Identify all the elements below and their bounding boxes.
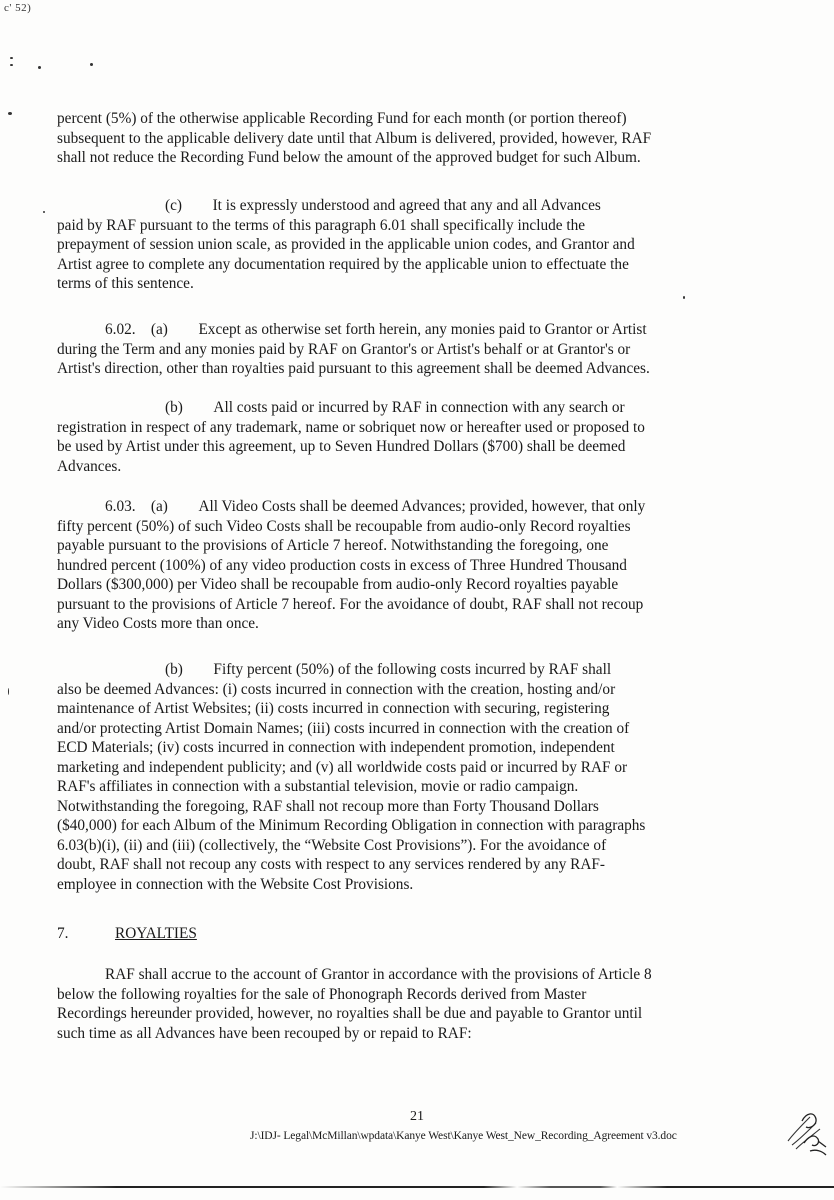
bottom-scan-line: [0, 1186, 834, 1188]
paragraph-6-03-b: [57, 660, 769, 894]
scan-speck: [10, 64, 13, 66]
section-number: 7.: [57, 925, 69, 942]
text-line: paid by RAF pursuant to the terms of this paragraph 6.01 shall specifically include the: [57, 216, 586, 234]
text-line: be used by Artist under this agreement, up to Seven Hundred Dollars ($700) shall be deemed: [57, 438, 626, 455]
text-line: terms of this sentence.: [57, 275, 194, 292]
text-line: subsequent to the applicable delivery date until that Album is delivered, provided, however, RAF: [57, 129, 652, 147]
text-line: (b) All costs paid or incurred by RAF in connection with any search or: [165, 399, 625, 416]
scan-speck: [8, 688, 9, 695]
text-line: registration in respect of any trademark, name or sobriquet now or hereafter used or proposed to: [57, 418, 645, 436]
text-line: pursuant to the provisions of Article 7 hereof. For the avoidance of doubt, RAF shall not recoup: [57, 595, 644, 613]
text-line: employee in connection with the Website Cost Provisions.: [57, 875, 414, 893]
text-line: marketing and independent publicity; and (v) all worldwide costs paid or incurred by RAF or: [57, 758, 628, 776]
paragraph-6-01-c: [57, 196, 769, 294]
text-line: maintenance of Artist Websites; (ii) costs incurred in connection with securing, registering: [57, 700, 610, 717]
section-title: ROYALTIES: [115, 925, 197, 942]
scan-speck: [90, 63, 93, 66]
fax-header-mark: c' 52): [4, 2, 32, 14]
text-line: 6.03(b)(i), (ii) and (iii) (collectively, the “Website Cost Provisions”). For the avoidance of: [57, 836, 607, 854]
handwritten-initials-icon: [780, 1103, 830, 1159]
paragraph-6-02-b: [57, 398, 769, 476]
text-line: Artist agree to complete any documentation required by the applicable union to effectuate the: [57, 255, 629, 273]
text-line: prepayment of session union scale, as provided in the applicable union codes, and Grantor and: [57, 236, 635, 253]
text-line: and/or protecting Artist Domain Names; (iii) costs incurred in connection with the creation of: [57, 719, 630, 737]
text-line: payable pursuant to the provisions of Article 7 hereof. Notwithstanding the foregoing, one: [57, 537, 609, 554]
scan-speck: [8, 112, 12, 115]
scan-speck: [10, 57, 13, 59]
text-line: percent (5%) of the otherwise applicable Recording Fund for each month (or portion thereof): [57, 110, 627, 127]
paragraph-recording-fund-continuation: [57, 109, 769, 168]
page-number: 21: [410, 1109, 424, 1124]
text-line: Dollars ($300,000) per Video shall be recoupable from audio-only Record royalties payable: [57, 576, 619, 593]
text-line: fifty percent (50%) of such Video Costs shall be recoupable from audio-only Record royalties: [57, 517, 631, 535]
text-line: 6.03. (a) All Video Costs shall be deemed Advances; provided, however, that only: [105, 498, 646, 515]
text-line: doubt, RAF shall not recoup any costs with respect to any services rendered by any RAF-: [57, 856, 606, 873]
section-heading-royalties: [57, 924, 197, 944]
text-line: (b) Fifty percent (50%) of the following costs incurred by RAF shall: [165, 661, 612, 678]
paragraph-royalties-intro: [57, 965, 769, 1043]
text-line: RAF's affiliates in connection with a substantial television, movie or radio campaign.: [57, 778, 579, 795]
text-line: Notwithstanding the foregoing, RAF shall not recoup more than Forty Thousand Dollars: [57, 797, 599, 815]
paragraph-6-02-a: [57, 320, 769, 379]
text-line: hundred percent (100%) of any video production costs in excess of Three Hundred Thousand: [57, 556, 627, 574]
text-line: (c) It is expressly understood and agreed that any and all Advances: [165, 197, 601, 214]
text-line: ECD Materials; (iv) costs incurred in connection with independent promotion, independent: [57, 739, 615, 756]
scan-speck: [38, 66, 41, 69]
text-line: shall not reduce the Recording Fund below the amount of the approved budget for such Album.: [57, 149, 641, 166]
text-line: Recordings hereunder provided, however, no royalties shall be due and payable to Grantor until: [57, 1005, 643, 1022]
text-line: such time as all Advances have been recouped by or repaid to RAF:: [57, 1024, 472, 1042]
scan-speck: [43, 211, 45, 213]
paragraph-6-03-a: [57, 497, 769, 634]
text-line: Advances.: [57, 457, 122, 475]
text-line: also be deemed Advances: (i) costs incurred in connection with the creation, hosting and/or: [57, 680, 616, 698]
text-line: below the following royalties for the sale of Phonograph Records derived from Master: [57, 985, 587, 1003]
text-line: Artist's direction, other than royalties paid pursuant to this agreement shall be deemed Advances.: [57, 360, 650, 377]
text-line: any Video Costs more than once.: [57, 615, 259, 632]
text-line: RAF shall accrue to the account of Grantor in accordance with the provisions of Article 8: [105, 966, 652, 983]
text-line: 6.02. (a) Except as otherwise set forth herein, any monies paid to Grantor or Artist: [105, 321, 647, 338]
scan-speck: [683, 296, 685, 299]
footer-file-path: J:\IDJ- Legal\McMillan\wpdata\Kanye West\Kanye West_New_Recording_Agreement v3.doc: [250, 1130, 677, 1142]
text-line: ($40,000) for each Album of the Minimum Recording Obligation in connection with paragraphs: [57, 817, 646, 834]
text-line: during the Term and any monies paid by RAF on Grantor's or Artist's behalf or at Grantor's or: [57, 340, 631, 358]
